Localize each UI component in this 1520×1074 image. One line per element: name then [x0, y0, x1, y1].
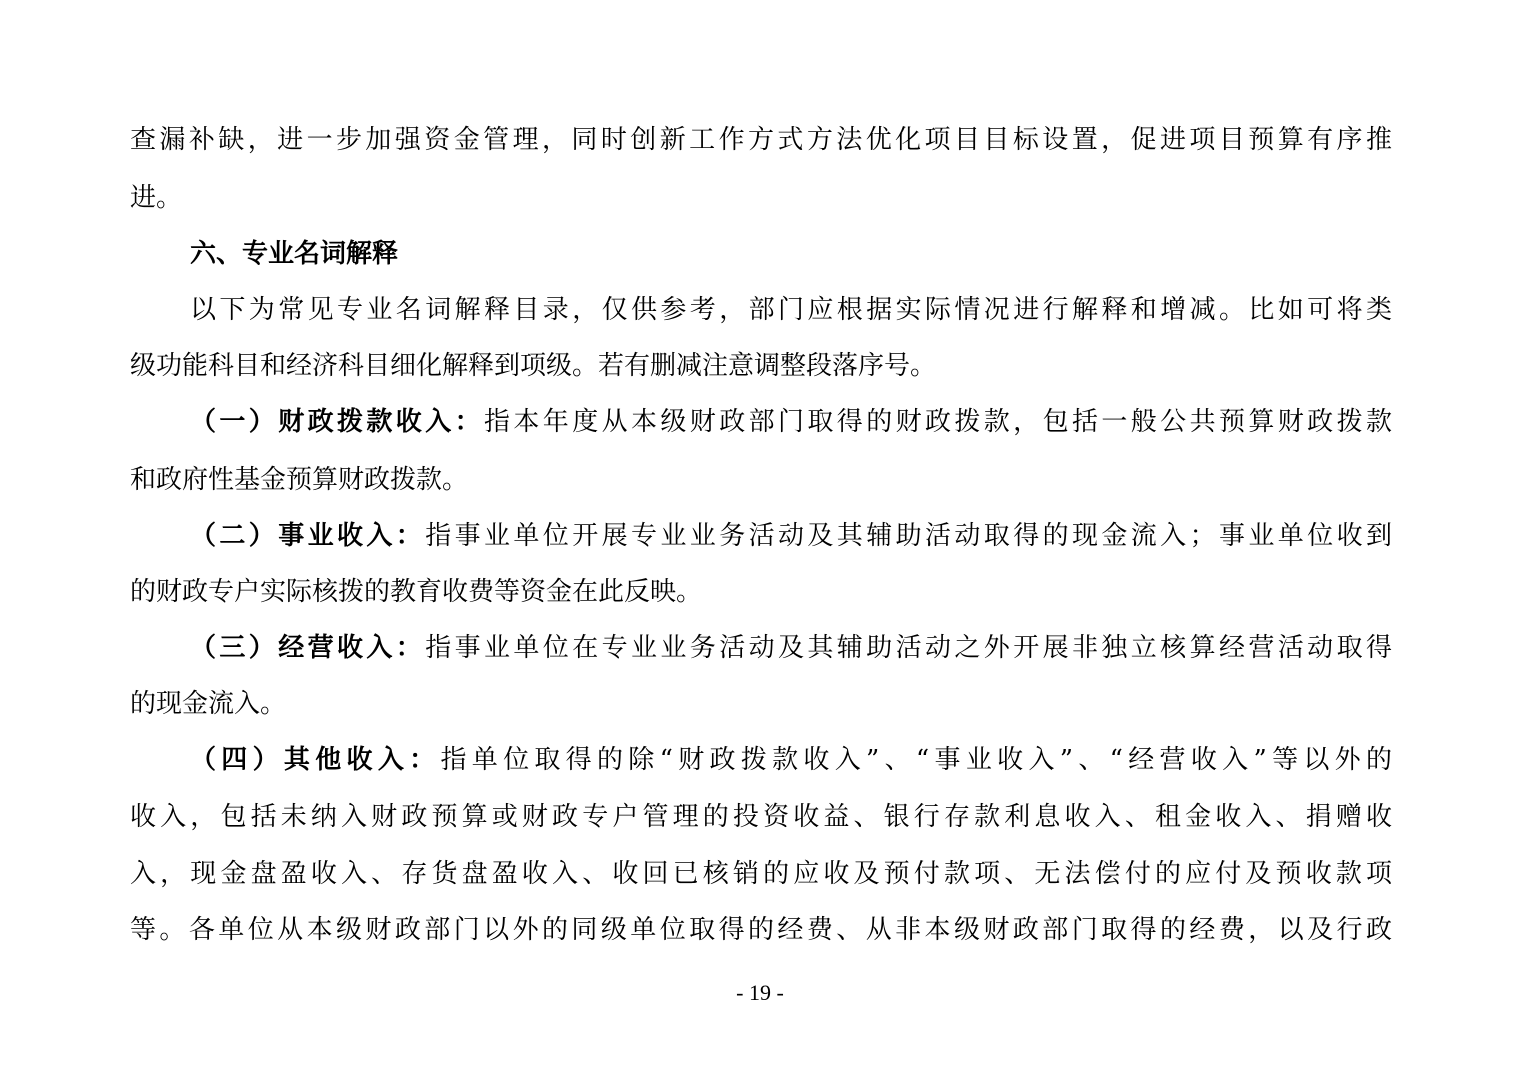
body-line: 收入，包括未纳入财政预算或财政专户管理的投资收益、银行存款利息收入、租金收入、捐赠收	[130, 802, 1392, 832]
body-line: 和政府性基金预算财政拨款。	[130, 465, 469, 495]
definition-line	[190, 628, 1392, 668]
definition-line	[190, 516, 1392, 556]
body-line: 的财政专户实际核拨的教育收费等资金在此反映。	[130, 577, 703, 607]
body-line: 进。	[130, 183, 183, 213]
definition-term: （一）财政拨款收入：	[190, 407, 484, 437]
definition-text: 指事业单位在专业业务活动及其辅助活动之外开展非独立核算经营活动取得	[425, 633, 1392, 663]
definition-line	[190, 402, 1392, 442]
body-line: 等。各单位从本级财政部门以外的同级单位取得的经费、从非本级财政部门取得的经费，以及行政	[130, 915, 1392, 945]
definition-line	[190, 740, 1392, 780]
section-heading: 六、专业名词解释	[190, 239, 399, 269]
definition-term: （四）其他收入：	[190, 745, 441, 775]
definition-text: 指本年度从本级财政部门取得的财政拨款，包括一般公共预算财政拨款	[484, 407, 1392, 437]
body-line: 的现金流入。	[130, 689, 287, 719]
definition-text: 指单位取得的除“财政拨款收入”、“事业收入”、“经营收入”等以外的	[440, 745, 1392, 775]
definition-term: （二）事业收入：	[190, 521, 426, 551]
definition-term: （三）经营收入：	[190, 633, 426, 663]
page-number: - 19 -	[736, 980, 784, 1005]
body-line: 以下为常见专业名词解释目录，仅供参考，部门应根据实际情况进行解释和增减。比如可将类	[190, 295, 1392, 325]
definition-text: 指事业单位开展专业业务活动及其辅助活动取得的现金流入；事业单位收到	[425, 521, 1392, 551]
body-line: 级功能科目和经济科目细化解释到项级。若有删减注意调整段落序号。	[130, 351, 937, 381]
body-line: 查漏补缺，进一步加强资金管理，同时创新工作方式方法优化项目目标设置，促进项目预算有序推	[130, 125, 1392, 155]
body-line: 入，现金盘盈收入、存货盘盈收入、收回已核销的应收及预付款项、无法偿付的应付及预收款项	[130, 859, 1392, 889]
